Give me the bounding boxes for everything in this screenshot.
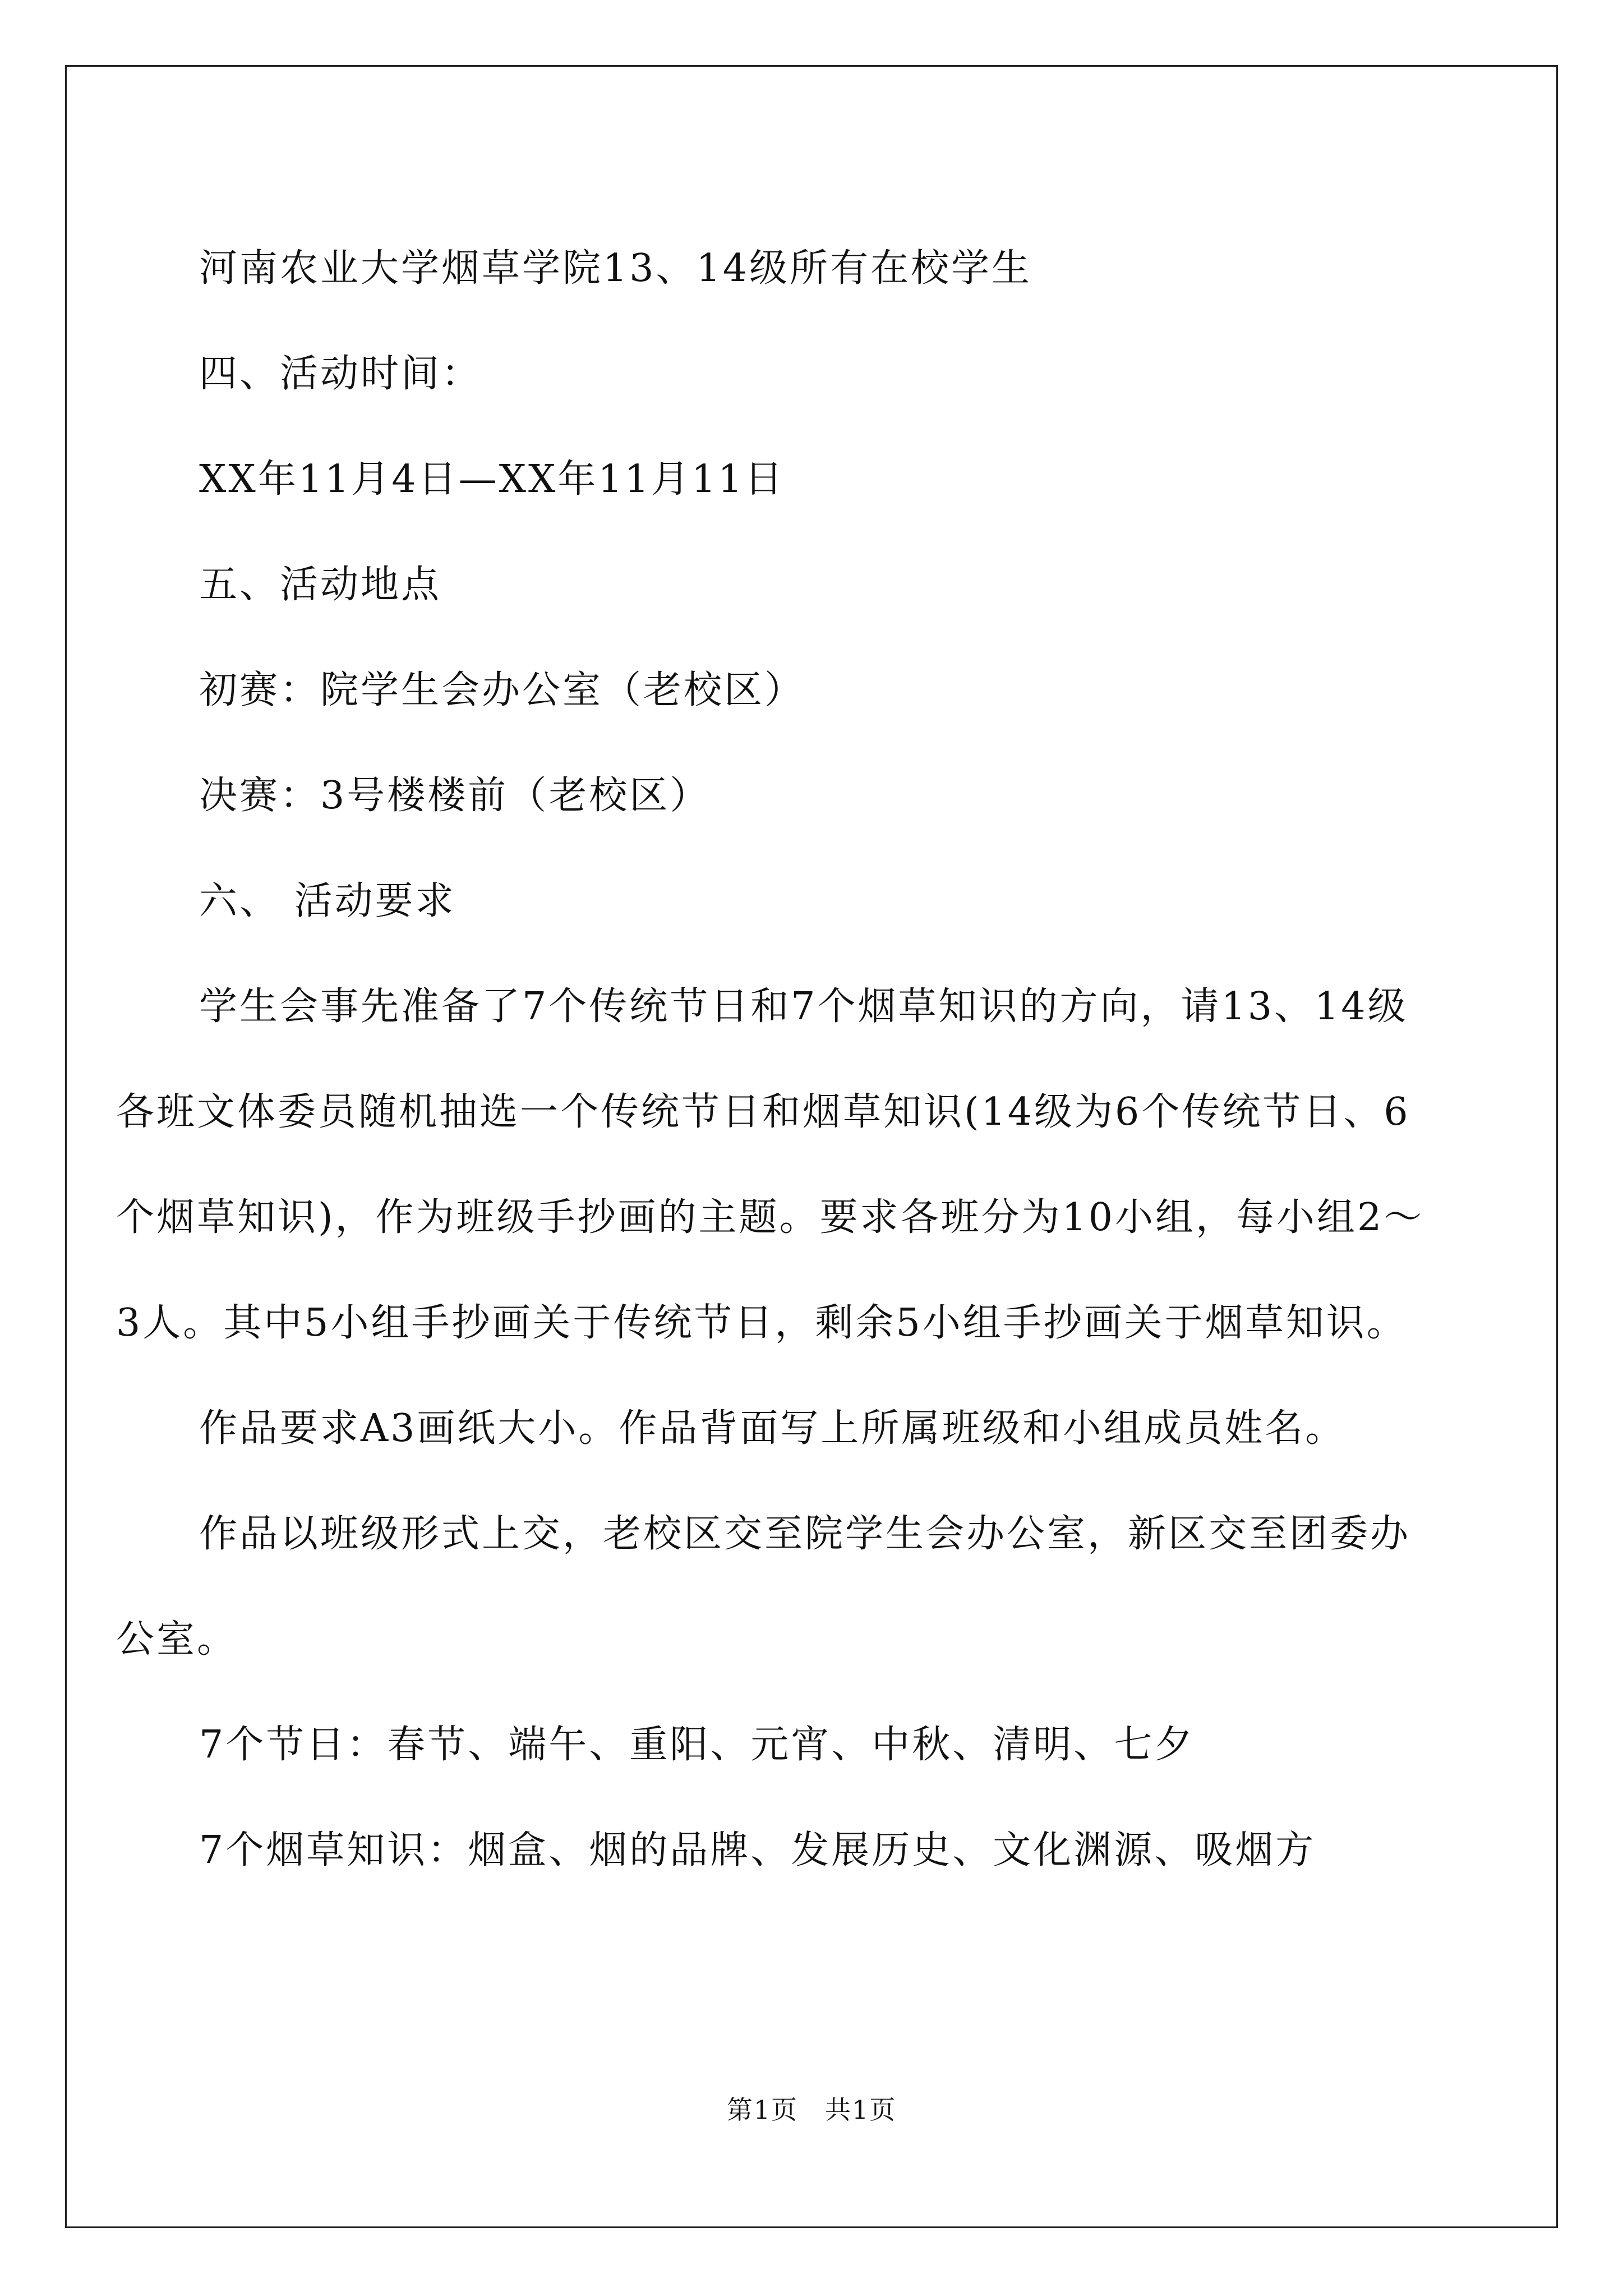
section-heading-time: 四、活动时间： <box>199 352 482 396</box>
activity-dates: XX年11月4日—XX年11月11日 <box>199 457 785 501</box>
preliminary-location: 初赛：院学生会办公室（老校区） <box>199 668 805 712</box>
page-footer: 第1页 共1页 <box>726 2095 897 2125</box>
submission-paragraph: 作品以班级形式上交，老校区交至院学生会办公室，新区交至团委办公室。 <box>116 1512 1411 1662</box>
section-heading-location: 五、活动地点 <box>199 563 442 607</box>
tobacco-topics-list: 7个烟草知识：烟盒、烟的品牌、发展历史、文化渊源、吸烟方 <box>199 1828 1316 1872</box>
participants-line: 河南农业大学烟草学院13、14级所有在校学生 <box>199 246 1032 291</box>
size-paragraph: 作品要求A3画纸大小。作品背面写上所属班级和小组成员姓名。 <box>199 1406 1346 1451</box>
requirements-paragraph: 学生会事先准备了7个传统节日和7个烟草知识的方向，请13、14级各班文体委员随机抽选一个传统节日和烟草知识(14级为6个传统节日、6个烟草知识)，作为班级手抄画的主题。要求各班分为10小组，每小组2～3人。其中5小组手抄画关于传统节日，剩余5小组手抄画关于烟草知识。 <box>116 984 1424 1345</box>
festivals-list: 7个节日：春节、端午、重阳、元宵、中秋、清明、七夕 <box>199 1723 1195 1767</box>
document-body <box>116 216 1433 1903</box>
requirements-block <box>116 954 1440 1903</box>
final-location: 决赛：3号楼楼前（老校区） <box>199 774 711 818</box>
section-heading-requirements: 六、 活动要求 <box>199 879 456 923</box>
